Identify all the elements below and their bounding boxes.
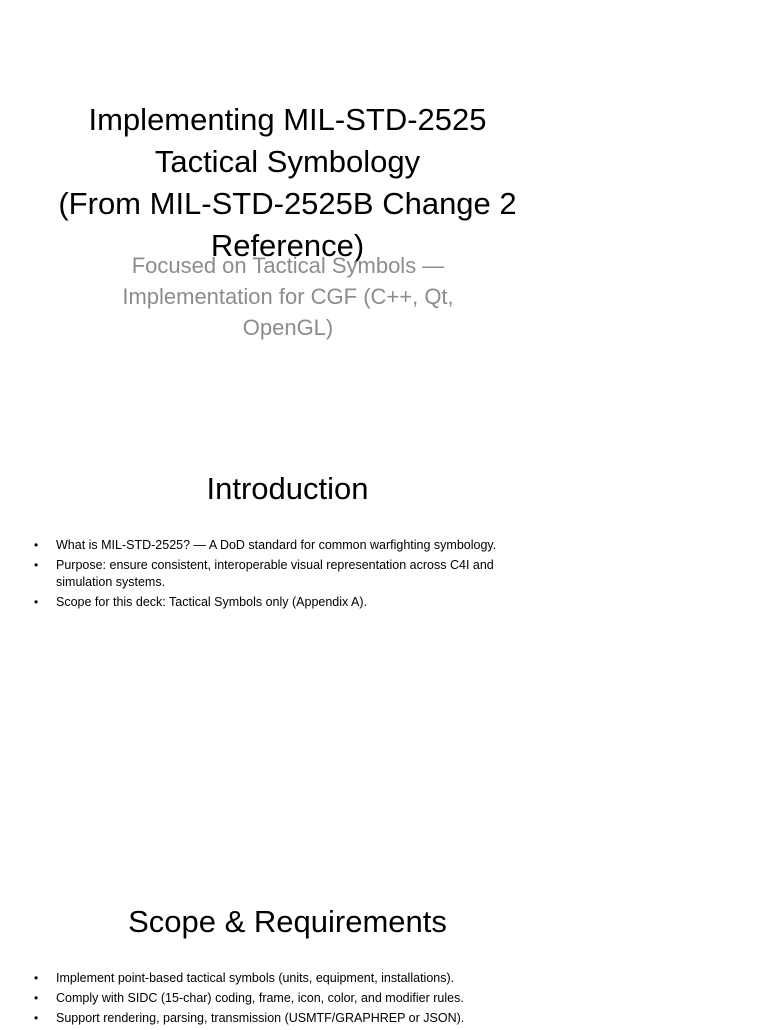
title-slide-title [40,99,535,267]
bullet-text: Scope for this deck: Tactical Symbols only (Appendix A). [56,595,368,609]
bullet-text: Support rendering, parsing, transmission (USMTF/GRAPHREP or JSON). [56,1011,465,1025]
bullet-text: Implement point-based tactical symbols (units, equipment, installations). [56,971,455,985]
scope-requirements-heading: Scope & Requirements [128,904,447,939]
subtitle-line-3: OpenGL) [242,315,334,340]
list-item [34,1010,524,1027]
subtitle-line-1: Focused on Tactical Symbols — [131,253,445,278]
bullet-icon: • [34,971,39,985]
subtitle-line-2: Implementation for CGF (C++, Qt, [122,284,454,309]
bullet-text: Comply with SIDC (15-char) coding, frame, icon, color, and modifier rules. [56,991,464,1005]
bullet-icon: • [34,595,39,609]
list-item [34,594,524,611]
bullet-icon: • [34,991,39,1005]
title-line-1: Implementing MIL-STD-2525 [88,102,487,137]
introduction-bullet-list [34,537,524,614]
bullet-icon: • [34,538,39,552]
introduction-heading: Introduction [206,471,369,506]
title-slide-subtitle [88,250,488,343]
title-line-2: Tactical Symbology [154,144,421,179]
title-line-4: Reference) [210,228,365,263]
list-item [34,537,524,554]
list-item [34,557,524,591]
bullet-text: Purpose: ensure consistent, interoperable visual representation across C4I and simulation systems. [56,558,494,589]
title-line-3: (From MIL-STD-2525B Change 2 [58,186,517,221]
bullet-text: What is MIL-STD-2525? — A DoD standard for common warfighting symbology. [56,538,497,552]
bullet-icon: • [34,558,39,572]
list-item [34,990,524,1007]
list-item [34,970,524,987]
bullet-icon: • [34,1011,39,1025]
scope-bullet-list [34,970,524,1030]
